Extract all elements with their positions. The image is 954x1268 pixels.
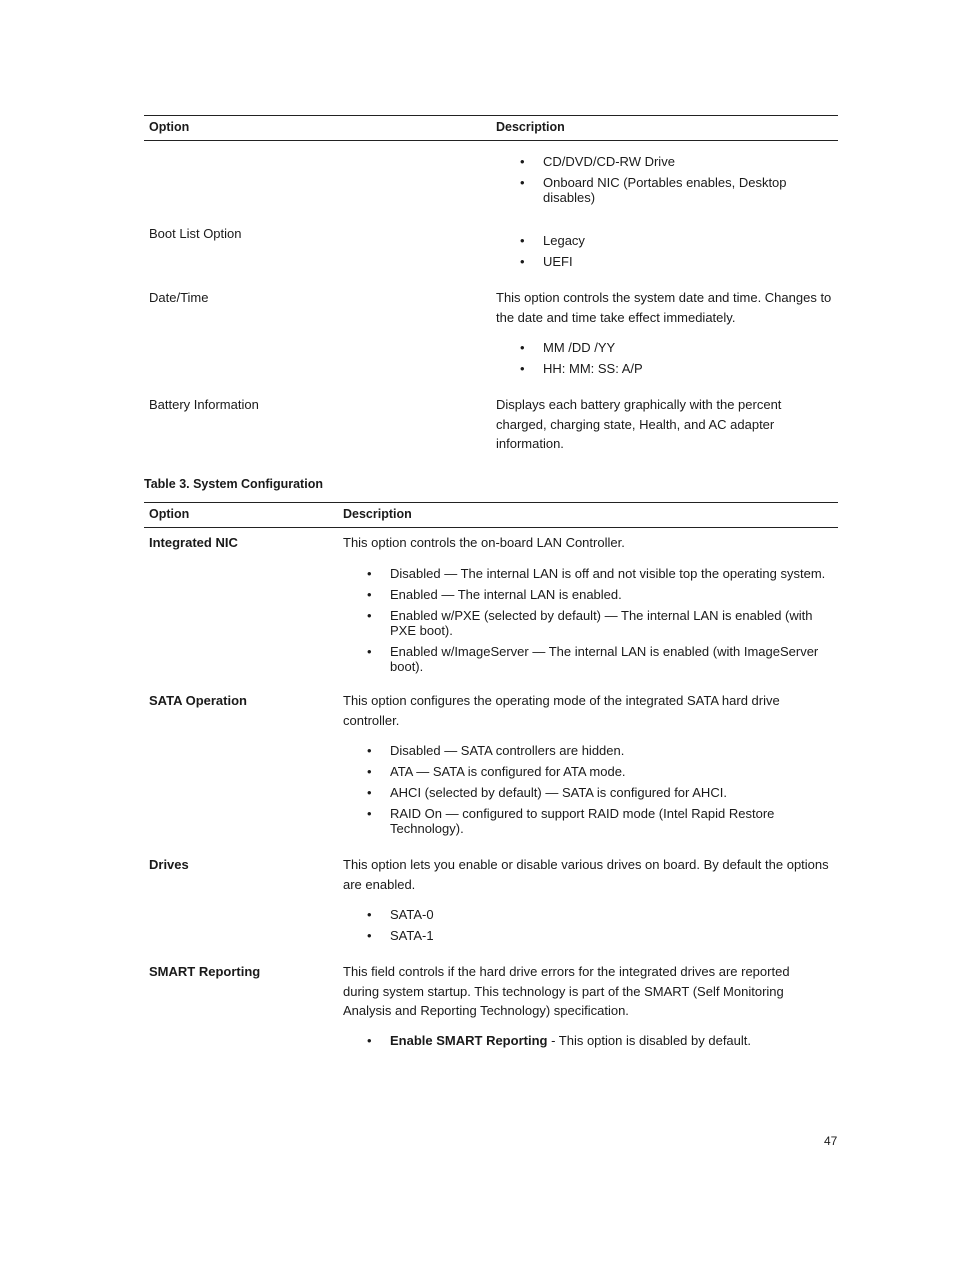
drives-bullets xyxy=(343,907,813,949)
table2-header-option: Option xyxy=(149,120,190,134)
integrated-nic-description: This option controls the on-board LAN Controller. xyxy=(343,535,625,550)
list-item: • Disabled — The internal LAN is off and not visible top the operating system. xyxy=(343,566,838,581)
list-item: • SATA-0 xyxy=(343,907,813,922)
date-time-bullets xyxy=(496,340,816,382)
table2-header-description: Description xyxy=(496,120,565,134)
list-item: • Enabled w/PXE (selected by default) — The internal LAN is enabled (with PXE boot). xyxy=(343,608,838,638)
list-item: • RAID On — configured to support RAID mode (Intel Rapid Restore Technology). xyxy=(343,806,813,836)
table2-header-rule xyxy=(144,140,838,141)
option-sata-operation: SATA Operation xyxy=(149,693,247,708)
option-boot-list: Boot List Option xyxy=(149,226,242,241)
table3-top-rule xyxy=(144,502,838,503)
option-battery-information: Battery Information xyxy=(149,397,259,412)
list-item: • Disabled — SATA controllers are hidden. xyxy=(343,743,813,758)
date-time-description: This option controls the system date and time. Changes to the date and time take effect immediately. xyxy=(496,290,832,325)
option-integrated-nic: Integrated NIC xyxy=(149,535,238,550)
list-item: • AHCI (selected by default) — SATA is configured for AHCI. xyxy=(343,785,813,800)
table3-header-description: Description xyxy=(343,507,412,521)
integrated-nic-bullets xyxy=(343,566,838,680)
smart-bullet-text: - This option is disabled by default. xyxy=(547,1033,751,1048)
option-date-time: Date/Time xyxy=(149,290,209,305)
table3-caption: Table 3. System Configuration xyxy=(144,477,323,491)
boot-list-bullets xyxy=(496,233,816,275)
battery-description: Displays each battery graphically with the percent charged, charging state, Health, and AC adapter information. xyxy=(496,397,782,451)
option-drives: Drives xyxy=(149,857,189,872)
table3-header-rule xyxy=(144,527,838,528)
list-item: • Onboard NIC (Portables enables, Desktop disables) xyxy=(496,175,816,205)
smart-reporting-bullets xyxy=(343,1033,813,1054)
page-number: 47 xyxy=(824,1134,838,1148)
list-item: • HH: MM: SS: A/P xyxy=(496,361,816,376)
list-item: • SATA-1 xyxy=(343,928,813,943)
list-item: • CD/DVD/CD-RW Drive xyxy=(496,154,816,169)
list-item: • Legacy xyxy=(496,233,816,248)
table3-header-option: Option xyxy=(149,507,190,521)
list-item: • UEFI xyxy=(496,254,816,269)
list-item: • Enabled — The internal LAN is enabled. xyxy=(343,587,838,602)
sata-operation-description: This option configures the operating mode of the integrated SATA hard drive controller. xyxy=(343,693,780,728)
table2-top-rule xyxy=(144,115,838,116)
list-item: • MM /DD /YY xyxy=(496,340,816,355)
table2-top-bullets xyxy=(496,154,816,211)
list-item: • Enabled w/ImageServer — The internal LAN is enabled (with ImageServer boot). xyxy=(343,644,838,674)
list-item: • ATA — SATA is configured for ATA mode. xyxy=(343,764,813,779)
sata-operation-bullets xyxy=(343,743,813,842)
list-item xyxy=(343,1033,813,1048)
option-smart-reporting: SMART Reporting xyxy=(149,964,261,979)
drives-description: This option lets you enable or disable various drives on board. By default the options are enabled. xyxy=(343,857,829,892)
smart-bullet-term: Enable SMART Reporting xyxy=(390,1033,548,1048)
smart-reporting-description: This field controls if the hard drive errors for the integrated drives are reported during system startup. This technology is part of the SMART (Self Monitoring Analysis and Reporting Technology) specification. xyxy=(343,964,790,1018)
